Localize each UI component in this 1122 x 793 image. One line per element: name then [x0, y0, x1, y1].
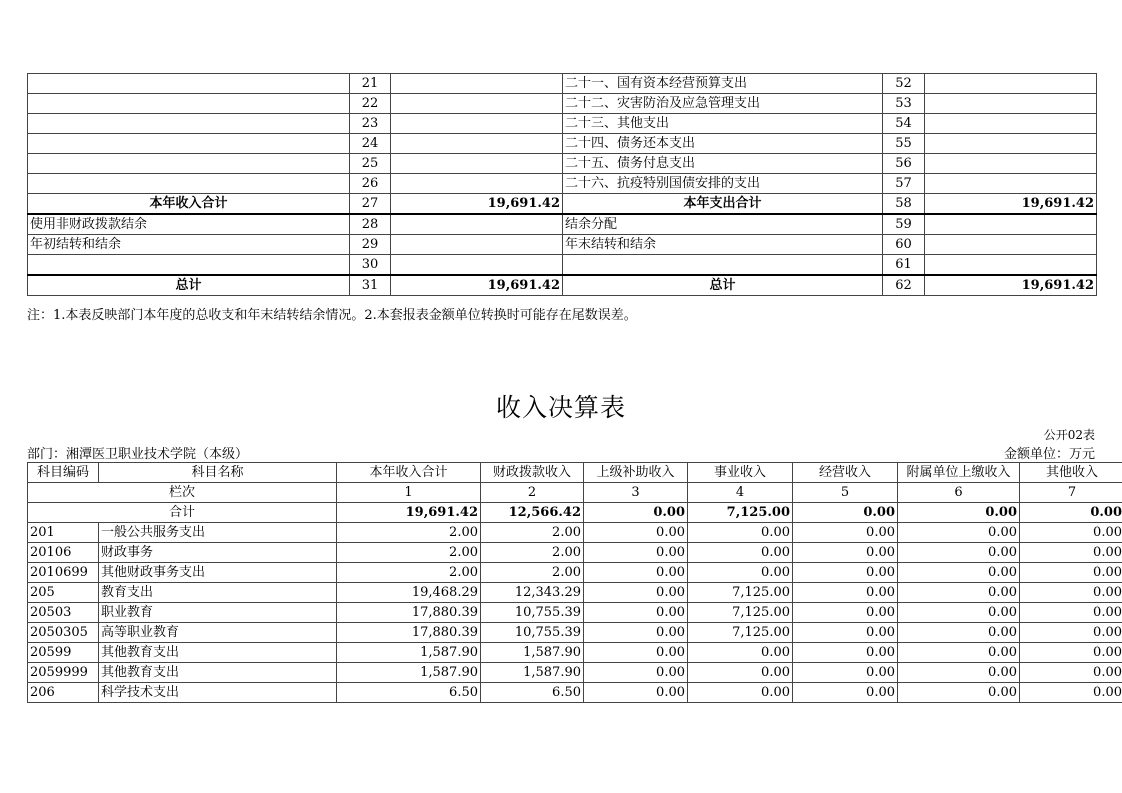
- income-item-label: 总计: [28, 275, 350, 296]
- amount-cell: 10,755.39: [481, 603, 584, 623]
- amount-cell: 0.00: [688, 563, 793, 583]
- income-line-number: 23: [350, 114, 391, 134]
- total-row: [28, 503, 1122, 523]
- table-row: [28, 194, 1097, 215]
- total-value: 12,566.42: [481, 503, 584, 523]
- expense-amount: [925, 255, 1097, 276]
- amount-cell: 0.00: [793, 663, 898, 683]
- amount-cell: 0.00: [793, 563, 898, 583]
- expense-amount: [925, 154, 1097, 174]
- amount-cell: 0.00: [793, 583, 898, 603]
- income-line-number: 21: [350, 74, 391, 94]
- column-number: 7: [1020, 483, 1122, 503]
- table-row: [28, 543, 1122, 563]
- amount-cell: 0.00: [688, 683, 793, 703]
- header-row: [28, 463, 1122, 483]
- income-item-label: 本年收入合计: [28, 194, 350, 215]
- amount-cell: 0.00: [793, 523, 898, 543]
- amount-cell: 0.00: [898, 563, 1020, 583]
- expense-item-label: 二十五、债务付息支出: [563, 154, 883, 174]
- amount-cell: 0.00: [1020, 683, 1122, 703]
- income-item-label: [28, 74, 350, 94]
- expense-item-label: 二十三、其他支出: [563, 114, 883, 134]
- expense-amount: 19,691.42: [925, 275, 1097, 296]
- subject-name: 其他教育支出: [99, 663, 337, 683]
- amount-cell: 0.00: [898, 603, 1020, 623]
- total-value: 0.00: [584, 503, 688, 523]
- income-line-number: 29: [350, 235, 391, 255]
- expense-item-label: 结余分配: [563, 214, 883, 235]
- column-header: 附属单位上缴收入: [898, 463, 1020, 483]
- amount-unit-label: 金额单位：万元: [1003, 447, 1095, 462]
- amount-cell: 2.00: [337, 523, 481, 543]
- amount-cell: 1,587.90: [337, 663, 481, 683]
- column-number: 2: [481, 483, 584, 503]
- expense-line-number: 58: [883, 194, 925, 215]
- expense-item-label: 本年支出合计: [563, 194, 883, 215]
- amount-cell: 0.00: [688, 543, 793, 563]
- table-row: [28, 255, 1097, 276]
- amount-cell: 0.00: [898, 543, 1020, 563]
- income-item-label: [28, 94, 350, 114]
- amount-cell: 2.00: [481, 523, 584, 543]
- subject-name: 科学技术支出: [99, 683, 337, 703]
- expense-amount: [925, 74, 1097, 94]
- expense-amount: [925, 174, 1097, 194]
- amount-cell: 0.00: [584, 543, 688, 563]
- amount-cell: 6.50: [337, 683, 481, 703]
- column-header: 上级补助收入: [584, 463, 688, 483]
- income-item-label: [28, 255, 350, 276]
- income-amount: [391, 94, 563, 114]
- subject-name: 职业教育: [99, 603, 337, 623]
- amount-cell: 7,125.00: [688, 583, 793, 603]
- expense-amount: [925, 214, 1097, 235]
- amount-cell: 0.00: [584, 523, 688, 543]
- income-amount: 19,691.42: [391, 275, 563, 296]
- amount-cell: 2.00: [337, 563, 481, 583]
- amount-cell: 0.00: [1020, 523, 1122, 543]
- column-header: 事业收入: [688, 463, 793, 483]
- table-row: [28, 174, 1097, 194]
- amount-cell: 0.00: [898, 623, 1020, 643]
- amount-cell: 0.00: [793, 623, 898, 643]
- table-row: [28, 114, 1097, 134]
- column-number-row: [28, 483, 1122, 503]
- expense-line-number: 52: [883, 74, 925, 94]
- amount-cell: 0.00: [793, 603, 898, 623]
- income-amount: [391, 255, 563, 276]
- income-item-label: [28, 174, 350, 194]
- income-line-number: 22: [350, 94, 391, 114]
- subject-name: 高等职业教育: [99, 623, 337, 643]
- amount-cell: 0.00: [584, 583, 688, 603]
- total-value: 0.00: [1020, 503, 1122, 523]
- amount-cell: 0.00: [898, 663, 1020, 683]
- income-line-number: 28: [350, 214, 391, 235]
- table-row: [28, 603, 1122, 623]
- amount-cell: 17,880.39: [337, 623, 481, 643]
- subject-code: 206: [28, 683, 99, 703]
- amount-cell: 0.00: [898, 523, 1020, 543]
- expense-line-number: 59: [883, 214, 925, 235]
- table-row: [28, 94, 1097, 114]
- subject-name: 其他财政事务支出: [99, 563, 337, 583]
- income-item-label: 使用非财政拨款结余: [28, 214, 350, 235]
- subject-name: 一般公共服务支出: [99, 523, 337, 543]
- subject-code: 20106: [28, 543, 99, 563]
- expense-line-number: 53: [883, 94, 925, 114]
- table-row: [28, 523, 1122, 543]
- expense-amount: [925, 114, 1097, 134]
- income-line-number: 31: [350, 275, 391, 296]
- table-row: [28, 623, 1122, 643]
- column-header: 财政拨款收入: [481, 463, 584, 483]
- department-label: 部门：湘潭医卫职业技术学院（本级）: [27, 447, 249, 462]
- subject-name: 教育支出: [99, 583, 337, 603]
- table-row: [28, 214, 1097, 235]
- table-row: [28, 663, 1122, 683]
- amount-cell: 0.00: [793, 683, 898, 703]
- amount-cell: 0.00: [688, 663, 793, 683]
- amount-cell: 0.00: [898, 683, 1020, 703]
- expense-item-label: 二十四、债务还本支出: [563, 134, 883, 154]
- form-code: 公开02表: [1043, 428, 1095, 442]
- amount-cell: 0.00: [584, 563, 688, 583]
- amount-cell: 0.00: [584, 643, 688, 663]
- amount-cell: 10,755.39: [481, 623, 584, 643]
- table-row: [28, 235, 1097, 255]
- table-row: [28, 563, 1122, 583]
- expense-amount: [925, 134, 1097, 154]
- amount-cell: 7,125.00: [688, 623, 793, 643]
- amount-cell: 0.00: [793, 543, 898, 563]
- amount-cell: 17,880.39: [337, 603, 481, 623]
- amount-cell: 12,343.29: [481, 583, 584, 603]
- expense-line-number: 57: [883, 174, 925, 194]
- total-value: 7,125.00: [688, 503, 793, 523]
- income-line-number: 30: [350, 255, 391, 276]
- column-header: 本年收入合计: [337, 463, 481, 483]
- summary-table-body: [28, 74, 1097, 296]
- income-amount: 19,691.42: [391, 194, 563, 215]
- column-header: 经营收入: [793, 463, 898, 483]
- income-amount: [391, 235, 563, 255]
- subject-code: 205: [28, 583, 99, 603]
- expense-item-label: 二十一、国有资本经营预算支出: [563, 74, 883, 94]
- expense-item-label: 二十六、抗疫特别国债安排的支出: [563, 174, 883, 194]
- table-row: [28, 583, 1122, 603]
- total-value: 19,691.42: [337, 503, 481, 523]
- amount-cell: 6.50: [481, 683, 584, 703]
- expense-line-number: 61: [883, 255, 925, 276]
- amount-cell: 0.00: [584, 663, 688, 683]
- expense-amount: [925, 94, 1097, 114]
- column-number: 6: [898, 483, 1020, 503]
- amount-cell: 7,125.00: [688, 603, 793, 623]
- table-row: [28, 154, 1097, 174]
- column-number: 4: [688, 483, 793, 503]
- income-line-number: 27: [350, 194, 391, 215]
- column-header: 科目名称: [99, 463, 337, 483]
- amount-cell: 19,468.29: [337, 583, 481, 603]
- amount-cell: 0.00: [584, 683, 688, 703]
- column-number-label: 栏次: [28, 483, 337, 503]
- income-item-label: 年初结转和结余: [28, 235, 350, 255]
- subject-name: 其他教育支出: [99, 643, 337, 663]
- total-value: 0.00: [898, 503, 1020, 523]
- subject-code: 20599: [28, 643, 99, 663]
- subject-code: 2050305: [28, 623, 99, 643]
- amount-cell: 2.00: [337, 543, 481, 563]
- amount-cell: 0.00: [584, 603, 688, 623]
- income-amount: [391, 214, 563, 235]
- expense-line-number: 56: [883, 154, 925, 174]
- column-header: 其他收入: [1020, 463, 1122, 483]
- expense-item-label: 二十二、灾害防治及应急管理支出: [563, 94, 883, 114]
- income-amount: [391, 174, 563, 194]
- expense-line-number: 60: [883, 235, 925, 255]
- income-item-label: [28, 114, 350, 134]
- table-row: [28, 683, 1122, 703]
- amount-cell: 0.00: [688, 523, 793, 543]
- column-number: 3: [584, 483, 688, 503]
- amount-cell: 0.00: [1020, 563, 1122, 583]
- amount-cell: 1,587.90: [481, 663, 584, 683]
- table-row: [28, 134, 1097, 154]
- column-number: 1: [337, 483, 481, 503]
- table-row: [28, 643, 1122, 663]
- income-line-number: 24: [350, 134, 391, 154]
- income-item-label: [28, 134, 350, 154]
- income-item-label: [28, 154, 350, 174]
- amount-cell: 1,587.90: [481, 643, 584, 663]
- income-line-number: 26: [350, 174, 391, 194]
- income-amount: [391, 134, 563, 154]
- expense-item-label: 总计: [563, 275, 883, 296]
- amount-cell: 0.00: [898, 643, 1020, 663]
- amount-cell: 0.00: [1020, 643, 1122, 663]
- income-table-body: [28, 463, 1122, 703]
- subject-code: 2010699: [28, 563, 99, 583]
- amount-cell: 0.00: [584, 623, 688, 643]
- income-line-number: 25: [350, 154, 391, 174]
- amount-cell: 0.00: [793, 643, 898, 663]
- amount-cell: 1,587.90: [337, 643, 481, 663]
- subject-code: 2059999: [28, 663, 99, 683]
- income-amount: [391, 154, 563, 174]
- expense-line-number: 55: [883, 134, 925, 154]
- table-row: [28, 275, 1097, 296]
- amount-cell: 2.00: [481, 543, 584, 563]
- subject-name: 财政事务: [99, 543, 337, 563]
- expense-line-number: 62: [883, 275, 925, 296]
- amount-cell: 0.00: [1020, 623, 1122, 643]
- total-value: 0.00: [793, 503, 898, 523]
- expense-line-number: 54: [883, 114, 925, 134]
- income-amount: [391, 114, 563, 134]
- amount-cell: 0.00: [1020, 663, 1122, 683]
- income-expense-summary-table: [27, 73, 1097, 296]
- expense-item-label: 年末结转和结余: [563, 235, 883, 255]
- amount-cell: 0.00: [688, 643, 793, 663]
- amount-cell: 0.00: [898, 583, 1020, 603]
- table-row: [28, 74, 1097, 94]
- income-amount: [391, 74, 563, 94]
- expense-item-label: [563, 255, 883, 276]
- subject-code: 201: [28, 523, 99, 543]
- income-statement-table: [27, 462, 1122, 703]
- subject-code: 20503: [28, 603, 99, 623]
- amount-cell: 2.00: [481, 563, 584, 583]
- expense-amount: [925, 235, 1097, 255]
- table-note: 注：1.本表反映部门本年度的总收支和年末结转结余情况。2.本套报表金额单位转换时可能存在尾数误差。: [27, 308, 637, 323]
- column-header: 科目编码: [28, 463, 99, 483]
- column-number: 5: [793, 483, 898, 503]
- expense-amount: 19,691.42: [925, 194, 1097, 215]
- amount-cell: 0.00: [1020, 583, 1122, 603]
- page-title: 收入决算表: [495, 393, 626, 422]
- total-label: 合计: [28, 503, 337, 523]
- amount-cell: 0.00: [1020, 603, 1122, 623]
- amount-cell: 0.00: [1020, 543, 1122, 563]
